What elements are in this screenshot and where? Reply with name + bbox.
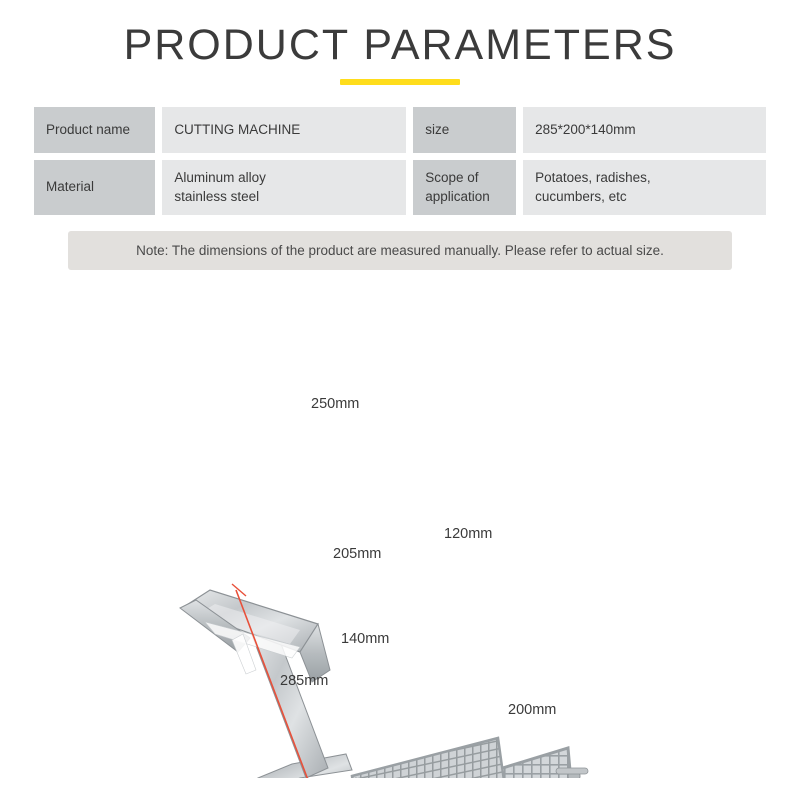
spec-value-material-line2: stainless steel xyxy=(174,188,260,204)
spec-label-scope xyxy=(413,160,516,214)
spec-value-scope xyxy=(523,160,766,214)
product-figure xyxy=(0,278,800,778)
spec-label-material: Material xyxy=(34,160,155,214)
spec-value-scope-line2: cucumbers, etc xyxy=(535,188,627,204)
dimension-label-200mm: 200mm xyxy=(508,701,557,718)
spec-value-scope-line1: Potatoes, radishes, xyxy=(535,170,651,186)
dimension-label-250mm: 250mm xyxy=(311,395,360,412)
product-illustration xyxy=(0,278,800,778)
spec-label-size: size xyxy=(413,107,516,153)
dimension-label-205mm: 205mm xyxy=(333,545,382,562)
spec-value-material xyxy=(162,160,406,214)
page-header xyxy=(0,0,800,85)
spec-label-scope-line1: Scope of xyxy=(425,170,479,186)
spec-label-product-name: Product name xyxy=(34,107,155,153)
dimension-label-120mm: 120mm xyxy=(444,525,493,542)
title-underline xyxy=(340,79,460,85)
machine-graphic xyxy=(180,590,600,778)
dimension-label-285mm: 285mm xyxy=(280,672,329,689)
measurement-note: Note: The dimensions of the product are measured manually. Please refer to actual size. xyxy=(68,231,732,270)
spec-table xyxy=(34,107,766,269)
spec-value-product-name: CUTTING MACHINE xyxy=(162,107,406,153)
spec-row xyxy=(34,160,766,214)
spec-row xyxy=(34,107,766,153)
spec-value-size: 285*200*140mm xyxy=(523,107,766,153)
spec-label-scope-line2: application xyxy=(425,188,490,204)
spec-value-material-line1: Aluminum alloy xyxy=(174,170,266,186)
dimension-label-140mm: 140mm xyxy=(341,630,390,647)
page-title: PRODUCT PARAMETERS xyxy=(123,21,677,69)
